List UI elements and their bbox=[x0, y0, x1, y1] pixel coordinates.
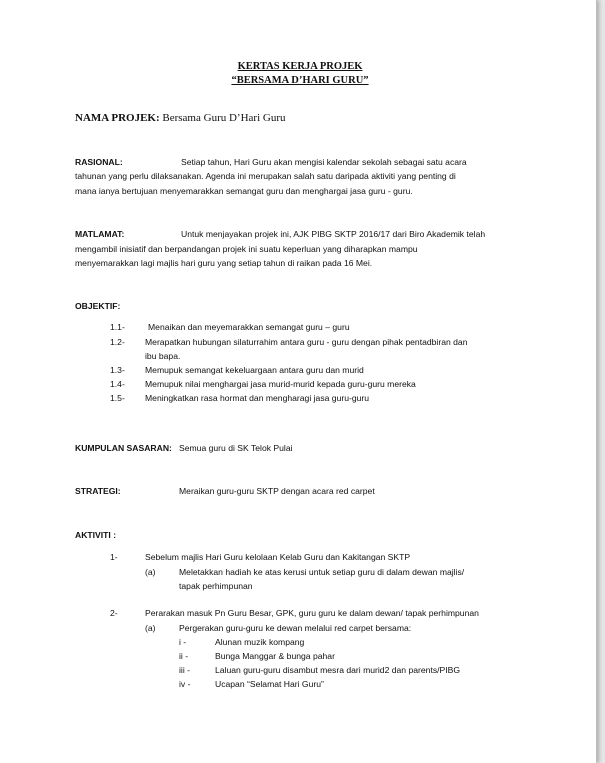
objektif-text-5: Meningkatkan rasa hormat dan mengharagi jasa guru-guru bbox=[145, 393, 370, 403]
objektif-num-1: 1.1- bbox=[110, 322, 125, 332]
roman-text-2: Bunga Manggar & bunga pahar bbox=[215, 651, 335, 661]
kumpulan-sasaran-value: Semua guru di SK Telok Pulai bbox=[179, 443, 293, 453]
aktiviti-text-1: Sebelum majlis Hari Guru kelolaan Kelab Guru dan Kakitangan SKTP bbox=[145, 552, 411, 562]
matlamat-line-3: menyemarakkan lagi majlis hari guru yang setiap tahun di raikan pada 16 Mei. bbox=[75, 258, 373, 268]
aktiviti-1-sub-text: Meletakkan hadiah ke atas kerusi untuk setiap guru di dalam dewan majlis/ bbox=[179, 567, 465, 577]
objektif-text-2: Merapatkan hubungan silaturrahim antara guru - guru dengan pihak pentadbiran dan bbox=[145, 337, 468, 347]
roman-num-4: iv - bbox=[179, 679, 191, 689]
rasional-line-1: Setiap tahun, Hari Guru akan mengisi kalendar sekolah sebagai satu acara bbox=[181, 157, 467, 167]
objektif-num-2: 1.2- bbox=[110, 337, 125, 347]
objektif-num-5: 1.5- bbox=[110, 393, 125, 403]
objektif-num-4: 1.4- bbox=[110, 379, 125, 389]
objektif-text-2-cont: ibu bapa. bbox=[145, 351, 181, 361]
roman-num-3: iii - bbox=[179, 665, 190, 675]
objektif-label: OBJEKTIF: bbox=[75, 301, 121, 311]
objektif-text-1: Menaikan dan meyemarakkan semangat guru – guru bbox=[148, 322, 350, 332]
rasional-label: RASIONAL: bbox=[75, 157, 123, 167]
rasional-line-2: tahunan yang perlu dilaksanakan. Agenda ini merupakan salah satu daripada aktiviti yang penting di bbox=[75, 171, 456, 181]
title-line-2: “BERSAMA D’HARI GURU” bbox=[231, 75, 369, 86]
roman-text-1: Alunan muzik kompang bbox=[215, 637, 305, 647]
aktiviti-2-sub-label: (a) bbox=[145, 623, 156, 633]
aktiviti-num-2: 2- bbox=[110, 608, 118, 618]
roman-num-1: i - bbox=[179, 637, 187, 647]
rasional-line-3: mana ianya bertujuan menyemarakkan semangat guru dan menghargai jasa guru - guru. bbox=[75, 186, 413, 196]
roman-text-4: Ucapan “Selamat Hari Guru” bbox=[215, 679, 324, 689]
objektif-num-3: 1.3- bbox=[110, 365, 125, 375]
matlamat-line-1: Untuk menjayakan projek ini, AJK PIBG SKTP 2016/17 dari Biro Akademik telah bbox=[181, 229, 486, 239]
roman-text-3: Laluan guru-guru disambut mesra dari murid2 dan parents/PIBG bbox=[215, 665, 461, 675]
kumpulan-sasaran-label: KUMPULAN SASARAN: bbox=[75, 443, 172, 453]
nama-projek bbox=[75, 111, 525, 126]
roman-num-2: ii - bbox=[179, 651, 189, 661]
objektif-text-3: Memupuk semangat kekeluargaan antara guru dan murid bbox=[145, 365, 364, 375]
matlamat-line-2: mengambil inisiatif dan berpandangan projek ini suatu keperluan yang diharapkan mampu bbox=[75, 244, 418, 254]
aktiviti-text-2: Perarakan masuk Pn Guru Besar, GPK, guru guru ke dalam dewan/ tapak perhimpunan bbox=[145, 608, 479, 618]
nama-projek-value: Bersama Guru D’Hari Guru bbox=[162, 112, 286, 124]
aktiviti-1-sub-cont: tapak perhimpunan bbox=[179, 581, 253, 591]
aktiviti-label: AKTIVITI : bbox=[75, 530, 117, 540]
strategi-label: STRATEGI: bbox=[75, 486, 121, 496]
matlamat-label: MATLAMAT: bbox=[75, 229, 125, 239]
aktiviti-2-sub-text: Pergerakan guru-guru ke dewan melalui red carpet bersama: bbox=[179, 623, 412, 633]
strategi-value: Meraikan guru-guru SKTP dengan acara red carpet bbox=[179, 486, 375, 496]
title-line-1: KERTAS KERJA PROJEK bbox=[237, 61, 363, 72]
aktiviti-1-sub-label: (a) bbox=[145, 567, 156, 577]
nama-projek-label: NAMA PROJEK: bbox=[75, 112, 160, 124]
aktiviti-num-1: 1- bbox=[110, 552, 118, 562]
objektif-text-4: Memupuk nilai menghargai jasa murid-murid kepada guru-guru mereka bbox=[145, 379, 416, 389]
